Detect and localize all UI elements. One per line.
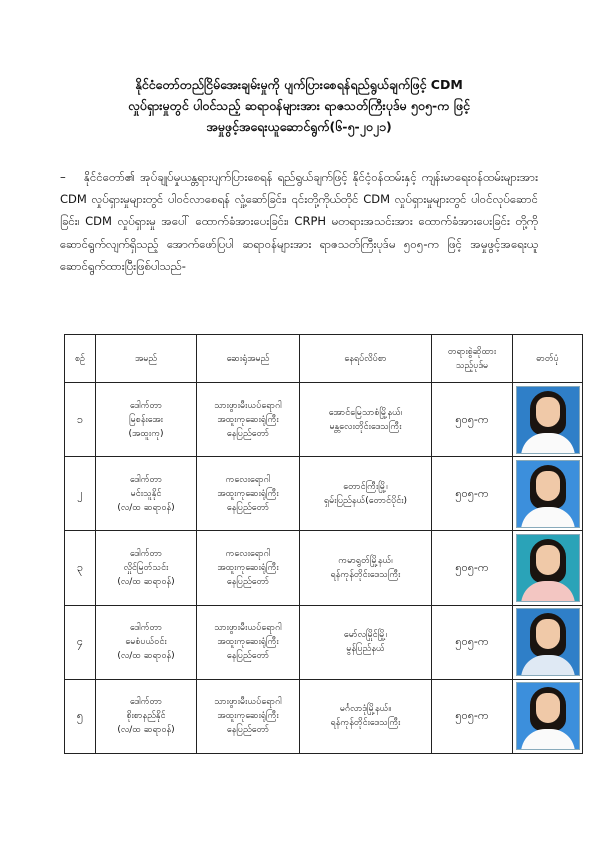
row-number: ၁ bbox=[65, 383, 96, 457]
table-row bbox=[65, 531, 583, 605]
header-address: နေရပ်လိပ်စာ bbox=[300, 335, 432, 383]
hospital-name bbox=[197, 605, 300, 679]
address-line: မန္တလေးတိုင်းဒေသကြီး bbox=[329, 421, 402, 432]
portrait-photo bbox=[516, 460, 580, 528]
table-row bbox=[65, 679, 583, 753]
hospital-name bbox=[197, 457, 300, 531]
photo-cell bbox=[513, 383, 583, 457]
hospital-name bbox=[197, 679, 300, 753]
hospital-line: ကလေးရောဂါ bbox=[225, 548, 271, 559]
header-section-line: တရားစွဲဆိုထား bbox=[447, 346, 497, 357]
hospital-line: နေပြည်တော် bbox=[226, 428, 270, 439]
header-section-line: သည့်ပုဒ်မ bbox=[455, 360, 489, 371]
name-title: ဒေါက်တာ bbox=[129, 697, 163, 708]
hospital-line: အထူးကုဆေးရုံကြီး bbox=[217, 488, 279, 499]
address-line: အောင်မြေသာစံမြို့နယ်၊ bbox=[328, 407, 403, 418]
address-line: ကမာရွတ်မြို့နယ်၊ bbox=[338, 555, 393, 566]
hospital-line: သားဖွားမီးယပ်ရောဂါ bbox=[214, 697, 282, 708]
portrait-photo bbox=[516, 534, 580, 602]
address-line: ရှမ်းပြည်နယ်(တောင်ပိုင်း) bbox=[323, 495, 408, 506]
row-number: ၃ bbox=[65, 531, 96, 605]
name-value: လှိုင်မြတ်သင်း bbox=[123, 562, 169, 573]
hospital-line: နေပြည်တော် bbox=[226, 725, 270, 736]
address-line: မွန်ပြည်နယ် bbox=[346, 644, 385, 655]
address-line: မင်္ဂလာဒုံမြို့နယ်။ bbox=[339, 704, 392, 715]
name-rank: (လ/ထ ဆရာဝန်) bbox=[117, 502, 175, 513]
portrait-photo bbox=[516, 386, 580, 454]
hospital-line: အထူးကုဆေးရုံကြီး bbox=[217, 637, 279, 648]
name-rank: (လ/ထ ဆရာဝန်) bbox=[117, 576, 175, 587]
penal-section: ၅၀၅-က bbox=[432, 383, 513, 457]
hospital-line: သားဖွားမီးယပ်ရောဂါ bbox=[214, 400, 282, 411]
table-header-row bbox=[65, 335, 583, 383]
doctor-name bbox=[96, 457, 197, 531]
hospital-line: သားဖွားမီးယပ်ရောဂါ bbox=[214, 623, 282, 634]
name-value: မြစန်းအေး bbox=[129, 414, 163, 425]
hospital-line: နေပြည်တော် bbox=[226, 502, 270, 513]
doctor-name bbox=[96, 531, 197, 605]
hospital-line: နေပြည်တော် bbox=[226, 651, 270, 662]
home-address bbox=[300, 605, 432, 679]
penal-section: ၅၀၅-က bbox=[432, 679, 513, 753]
name-title: ဒေါက်တာ bbox=[129, 548, 163, 559]
paragraph-text: နိုင်ငံတော်၏ အုပ်ချုပ်မှုယန္တရားပျက်ပြားစေရန် ရည်ရွယ်ချက်ဖြင့် နိုင်ငံ့ဝန်ထမ်းနှင့် ကျန်းမာရေးဝန်ထမ်းများအား CDM လှုပ်ရှားမှုများတွင် ပါဝင်လာစေရန် လှုံ့ဆော်ခြင်း၊ ၎င်းတို့ကိုယ်တိုင် CDM လှုပ်ရှားမှုများတွင် ပါဝင်လုပ်ဆောင်ခြင်း၊ CDM လှုပ်ရှားမှု အပေါ် ထောက်ခံအားပေးခြင်း၊ CRPH မတရားအသင်းအား ထောက်ခံအားပေးခြင်း တို့ကို ဆောင်ရွက်လျက်ရှိသည့် အောက်ဖော်ပြပါ ဆရာဝန်များအား ရာဇသတ်ကြီးပုဒ်မ ၅၀၅-က ဖြင့် အမှုဖွင့်အရေးယူဆောင်ရွက်ထားပြီးဖြစ်ပါသည်- bbox=[60, 170, 538, 273]
hospital-line: အထူးကုဆေးရုံကြီး bbox=[217, 711, 279, 722]
intro-paragraph bbox=[60, 166, 538, 277]
hospital-name bbox=[197, 531, 300, 605]
table-row bbox=[65, 457, 583, 531]
address-line: ရန်ကုန်တိုင်းဒေသကြီး bbox=[330, 718, 401, 729]
title-line: လှုပ်ရှားမှုတွင် ပါဝင်သည့် ဆရာဝန်များအား ရာဇသတ်ကြီးပုဒ်မ ၅၀၅-က ဖြင့် bbox=[128, 98, 470, 113]
row-number: ၄ bbox=[65, 605, 96, 679]
address-line: မော်လမြိုင်မြို့၊ bbox=[343, 630, 388, 641]
row-number: ၅ bbox=[65, 679, 96, 753]
paragraph-dash: – bbox=[60, 170, 66, 184]
hospital-line: နေပြည်တော် bbox=[226, 576, 270, 587]
header-hospital: ဆေးရုံအမည် bbox=[197, 335, 300, 383]
home-address bbox=[300, 457, 432, 531]
name-rank: (အထူးကု) bbox=[128, 428, 164, 439]
doctors-table bbox=[64, 334, 583, 754]
portrait-photo bbox=[516, 608, 580, 676]
portrait-photo bbox=[516, 682, 580, 750]
name-title: ဒေါက်တာ bbox=[129, 623, 163, 634]
table-row bbox=[65, 605, 583, 679]
name-value: မင်းသူနိုင် bbox=[130, 488, 162, 499]
hospital-line: ကလေးရောဂါ bbox=[225, 474, 271, 485]
row-number: ၂ bbox=[65, 457, 96, 531]
doctor-name bbox=[96, 605, 197, 679]
address-line: တောင်ကြီးမြို့၊ bbox=[343, 481, 388, 492]
header-no: စဉ် bbox=[65, 335, 96, 383]
home-address bbox=[300, 383, 432, 457]
title-line: နိုင်ငံတော်တည်ငြိမ်အေးချမ်းမှုကို ပျက်ပြားစေရန်ရည်ရွယ်ချက်ဖြင့် CDM bbox=[135, 77, 463, 92]
penal-section: ၅၀၅-က bbox=[432, 531, 513, 605]
photo-cell bbox=[513, 531, 583, 605]
doctor-name bbox=[96, 679, 197, 753]
address-line: ရန်ကုန်တိုင်းဒေသကြီး bbox=[330, 569, 401, 580]
name-rank: (လ/ထ ဆရာဝန်) bbox=[117, 651, 175, 662]
hospital-name bbox=[197, 383, 300, 457]
home-address bbox=[300, 679, 432, 753]
header-name: အမည် bbox=[96, 335, 197, 383]
penal-section: ၅၀၅-က bbox=[432, 457, 513, 531]
hospital-line: အထူးကုဆေးရုံကြီး bbox=[217, 414, 279, 425]
photo-cell bbox=[513, 679, 583, 753]
name-value: မေစံပယ်ဝင်း bbox=[125, 637, 167, 648]
hospital-line: အထူးကုဆေးရုံကြီး bbox=[217, 562, 279, 573]
name-value: စိုးစာနည်နိုင် bbox=[126, 711, 166, 722]
header-section bbox=[432, 335, 513, 383]
title-line: အမှုဖွင့်အရေးယူဆောင်ရွက်(၆-၅-၂၀၂၁) bbox=[206, 119, 392, 134]
document-title bbox=[60, 74, 538, 137]
doctor-name bbox=[96, 383, 197, 457]
name-title: ဒေါက်တာ bbox=[129, 474, 163, 485]
table-row bbox=[65, 383, 583, 457]
name-title: ဒေါက်တာ bbox=[129, 400, 163, 411]
photo-cell bbox=[513, 605, 583, 679]
home-address bbox=[300, 531, 432, 605]
header-photo: ဓာတ်ပုံ bbox=[513, 335, 583, 383]
photo-cell bbox=[513, 457, 583, 531]
penal-section: ၅၀၅-က bbox=[432, 605, 513, 679]
name-rank: (လ/ထ ဆရာဝန်) bbox=[117, 725, 175, 736]
